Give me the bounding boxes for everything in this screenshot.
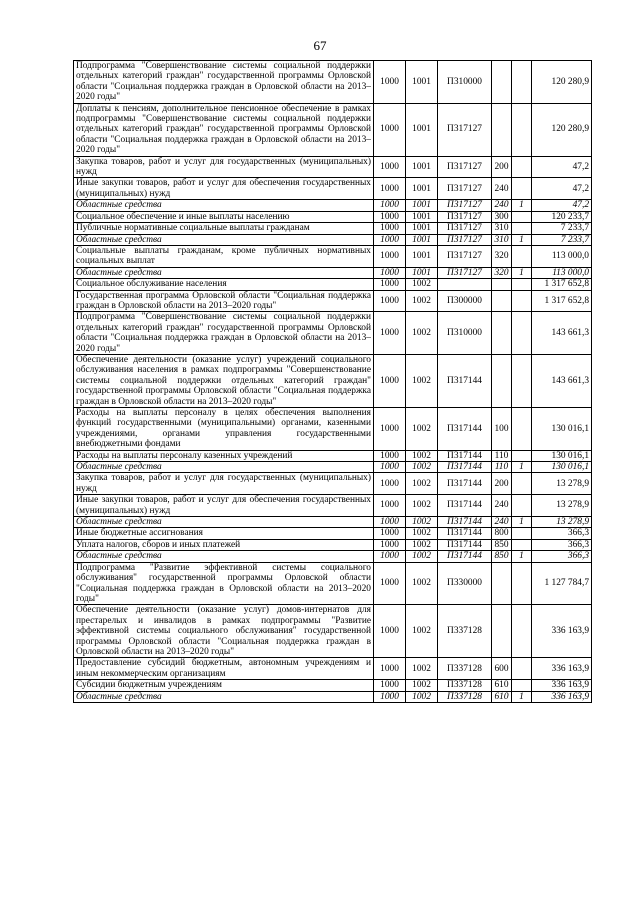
section-code: 1000: [374, 103, 406, 156]
row-description: Областные средства: [74, 691, 374, 702]
expense-type-code: [492, 312, 512, 355]
target-article-code: П330000: [438, 562, 492, 605]
subsection-code: 1002: [406, 539, 438, 550]
target-article-code: П337128: [438, 658, 492, 680]
row-description: Обеспечение деятельности (оказание услуг) учреждений социального обслуживания населения в рамках подпрограммы "Совершенствование системы социальной поддержки отдельных категорий граждан" государственной программы Орловской области "Социальная поддержка граждан в Орловской области на 2013–2020 годы": [74, 354, 374, 407]
section-code: 1000: [374, 267, 406, 278]
table-row: [74, 223, 592, 234]
amount-value: 143 661,3: [532, 312, 592, 355]
source-code: [512, 680, 532, 691]
source-code: 1: [512, 267, 532, 278]
amount-value: 120 280,9: [532, 61, 592, 104]
table-row: [74, 551, 592, 562]
target-article-code: П337128: [438, 680, 492, 691]
subsection-code: 1001: [406, 200, 438, 211]
source-code: [512, 539, 532, 550]
section-code: 1000: [374, 495, 406, 517]
table-row: [74, 178, 592, 200]
subsection-code: 1001: [406, 245, 438, 267]
subsection-code: 1002: [406, 450, 438, 461]
subsection-code: 1002: [406, 290, 438, 312]
amount-value: 13 278,9: [532, 517, 592, 528]
expense-type-code: 240: [492, 178, 512, 200]
amount-value: 336 163,9: [532, 691, 592, 702]
expense-type-code: 200: [492, 473, 512, 495]
section-code: 1000: [374, 691, 406, 702]
section-code: 1000: [374, 680, 406, 691]
table-row: [74, 473, 592, 495]
target-article-code: П317127: [438, 156, 492, 178]
table-row: [74, 605, 592, 658]
source-code: [512, 354, 532, 407]
table-row: [74, 408, 592, 451]
expense-type-code: 300: [492, 211, 512, 222]
expense-type-code: [492, 354, 512, 407]
subsection-code: 1002: [406, 517, 438, 528]
amount-value: 47,2: [532, 200, 592, 211]
expense-type-code: 850: [492, 539, 512, 550]
expense-type-code: 100: [492, 408, 512, 451]
section-code: 1000: [374, 551, 406, 562]
amount-value: 130 016,1: [532, 408, 592, 451]
target-article-code: П300000: [438, 290, 492, 312]
source-code: [512, 103, 532, 156]
expense-type-code: 320: [492, 267, 512, 278]
row-description: Областные средства: [74, 517, 374, 528]
expense-type-code: [492, 290, 512, 312]
expense-type-code: 850: [492, 551, 512, 562]
row-description: Подпрограмма "Совершенствование системы социальной поддержки отдельных категорий граждан" государственной программы Орловской области "Социальная поддержка граждан в Орловской области на 2013–2020 годы": [74, 312, 374, 355]
expense-type-code: [492, 562, 512, 605]
table-row: [74, 517, 592, 528]
section-code: 1000: [374, 473, 406, 495]
table-row: [74, 245, 592, 267]
source-code: 1: [512, 517, 532, 528]
source-code: [512, 605, 532, 658]
expense-type-code: [492, 61, 512, 104]
expense-type-code: 600: [492, 658, 512, 680]
target-article-code: П317144: [438, 473, 492, 495]
budget-table: [73, 60, 592, 703]
subsection-code: 1001: [406, 223, 438, 234]
target-article-code: П317144: [438, 539, 492, 550]
source-code: [512, 290, 532, 312]
row-description: Областные средства: [74, 200, 374, 211]
source-code: [512, 658, 532, 680]
amount-value: 1 317 652,8: [532, 279, 592, 290]
subsection-code: 1002: [406, 605, 438, 658]
table-row: [74, 267, 592, 278]
expense-type-code: 240: [492, 200, 512, 211]
amount-value: 336 163,9: [532, 605, 592, 658]
subsection-code: 1001: [406, 61, 438, 104]
section-code: 1000: [374, 462, 406, 473]
row-description: Обеспечение деятельности (оказание услуг) домов-интернатов для престарелых и инвалидов в рамках подпрограммы "Развитие эффективной системы социального обслуживания" государственной программы Орловской области "Социальная поддержка граждан в Орловской области на 2013–2020 годы": [74, 605, 374, 658]
subsection-code: 1002: [406, 562, 438, 605]
source-code: [512, 211, 532, 222]
subsection-code: 1001: [406, 103, 438, 156]
source-code: [512, 245, 532, 267]
target-article-code: П317127: [438, 245, 492, 267]
source-code: [512, 562, 532, 605]
amount-value: 366,3: [532, 551, 592, 562]
row-description: Расходы на выплаты персоналу в целях обеспечения выполнения функций государственными (муниципальными) органами, казенными учреждениями, органами управления государственными внебюджетными фондами: [74, 408, 374, 451]
expense-type-code: [492, 279, 512, 290]
expense-type-code: 200: [492, 156, 512, 178]
target-article-code: П317144: [438, 495, 492, 517]
target-article-code: П317144: [438, 551, 492, 562]
expense-type-code: 610: [492, 691, 512, 702]
row-description: Областные средства: [74, 234, 374, 245]
row-description: Областные средства: [74, 551, 374, 562]
subsection-code: 1002: [406, 462, 438, 473]
row-description: Государственная программа Орловской области "Социальная поддержка граждан в Орловской области на 2013–2020 годы": [74, 290, 374, 312]
target-article-code: П317144: [438, 528, 492, 539]
subsection-code: 1001: [406, 267, 438, 278]
source-code: 1: [512, 234, 532, 245]
amount-value: 120 280,9: [532, 103, 592, 156]
table-row: [74, 103, 592, 156]
row-description: Иные бюджетные ассигнования: [74, 528, 374, 539]
table-row: [74, 312, 592, 355]
section-code: 1000: [374, 223, 406, 234]
section-code: 1000: [374, 528, 406, 539]
section-code: 1000: [374, 200, 406, 211]
section-code: 1000: [374, 450, 406, 461]
row-description: Предоставление субсидий бюджетным, автономным учреждениям и иным некоммерческим организациям: [74, 658, 374, 680]
budget-table-body: [74, 61, 592, 703]
row-description: Субсидии бюджетным учреждениям: [74, 680, 374, 691]
amount-value: 336 163,9: [532, 680, 592, 691]
subsection-code: 1002: [406, 312, 438, 355]
section-code: 1000: [374, 354, 406, 407]
table-row: [74, 528, 592, 539]
section-code: 1000: [374, 178, 406, 200]
table-row: [74, 495, 592, 517]
page-number: 67: [313, 38, 327, 53]
table-row: [74, 290, 592, 312]
source-code: 1: [512, 462, 532, 473]
table-row: [74, 450, 592, 461]
amount-value: 366,3: [532, 528, 592, 539]
table-row: [74, 61, 592, 104]
section-code: 1000: [374, 312, 406, 355]
target-article-code: П310000: [438, 61, 492, 104]
table-row: [74, 562, 592, 605]
row-description: Закупка товаров, работ и услуг для государственных (муниципальных) нужд: [74, 473, 374, 495]
amount-value: 366,3: [532, 539, 592, 550]
table-row: [74, 200, 592, 211]
target-article-code: П317144: [438, 408, 492, 451]
subsection-code: 1002: [406, 408, 438, 451]
target-article-code: [438, 279, 492, 290]
subsection-code: 1002: [406, 528, 438, 539]
row-description: Социальное обеспечение и иные выплаты населению: [74, 211, 374, 222]
table-row: [74, 354, 592, 407]
target-article-code: П317127: [438, 223, 492, 234]
source-code: [512, 473, 532, 495]
section-code: 1000: [374, 605, 406, 658]
section-code: 1000: [374, 539, 406, 550]
target-article-code: П317127: [438, 267, 492, 278]
row-description: Уплата налогов, сборов и иных платежей: [74, 539, 374, 550]
source-code: 1: [512, 551, 532, 562]
table-row: [74, 279, 592, 290]
target-article-code: П317127: [438, 211, 492, 222]
expense-type-code: 610: [492, 680, 512, 691]
table-row: [74, 462, 592, 473]
row-description: Иные закупки товаров, работ и услуг для обеспечения государственных (муниципальных) нужд: [74, 178, 374, 200]
target-article-code: П317144: [438, 517, 492, 528]
amount-value: 13 278,9: [532, 495, 592, 517]
expense-type-code: 110: [492, 462, 512, 473]
source-code: [512, 156, 532, 178]
expense-type-code: 320: [492, 245, 512, 267]
subsection-code: 1002: [406, 658, 438, 680]
amount-value: 130 016,1: [532, 462, 592, 473]
expense-type-code: 310: [492, 223, 512, 234]
section-code: 1000: [374, 211, 406, 222]
section-code: 1000: [374, 408, 406, 451]
subsection-code: 1002: [406, 495, 438, 517]
subsection-code: 1001: [406, 156, 438, 178]
row-description: Закупка товаров, работ и услуг для государственных (муниципальных) нужд: [74, 156, 374, 178]
row-description: Доплаты к пенсиям, дополнительное пенсионное обеспечение в рамках подпрограммы "Совершенствование системы социальной поддержки отдельных категорий граждан" государственной программы Орловской области "Социальная поддержка граждан в Орловской области на 2013–2020 годы": [74, 103, 374, 156]
row-description: Расходы на выплаты персоналу казенных учреждений: [74, 450, 374, 461]
row-description: Областные средства: [74, 462, 374, 473]
target-article-code: П317144: [438, 354, 492, 407]
section-code: 1000: [374, 234, 406, 245]
subsection-code: 1002: [406, 680, 438, 691]
amount-value: 336 163,9: [532, 658, 592, 680]
expense-type-code: 800: [492, 528, 512, 539]
section-code: 1000: [374, 245, 406, 267]
amount-value: 1 127 784,7: [532, 562, 592, 605]
target-article-code: П317144: [438, 450, 492, 461]
source-code: [512, 279, 532, 290]
expense-type-code: 110: [492, 450, 512, 461]
target-article-code: П317127: [438, 234, 492, 245]
subsection-code: 1001: [406, 234, 438, 245]
amount-value: 1 317 652,8: [532, 290, 592, 312]
table-row: [74, 539, 592, 550]
section-code: 1000: [374, 279, 406, 290]
source-code: [512, 528, 532, 539]
table-row: [74, 680, 592, 691]
section-code: 1000: [374, 156, 406, 178]
subsection-code: 1002: [406, 279, 438, 290]
section-code: 1000: [374, 562, 406, 605]
table-row: [74, 234, 592, 245]
row-description: Публичные нормативные социальные выплаты гражданам: [74, 223, 374, 234]
source-code: [512, 312, 532, 355]
target-article-code: П317127: [438, 178, 492, 200]
amount-value: 130 016,1: [532, 450, 592, 461]
subsection-code: 1001: [406, 178, 438, 200]
amount-value: 47,2: [532, 156, 592, 178]
amount-value: 7 233,7: [532, 234, 592, 245]
source-code: 1: [512, 691, 532, 702]
row-description: Областные средства: [74, 267, 374, 278]
section-code: 1000: [374, 517, 406, 528]
target-article-code: П317127: [438, 103, 492, 156]
amount-value: 7 233,7: [532, 223, 592, 234]
target-article-code: П317127: [438, 200, 492, 211]
target-article-code: П337128: [438, 605, 492, 658]
table-row: [74, 691, 592, 702]
source-code: [512, 223, 532, 234]
amount-value: 113 000,0: [532, 267, 592, 278]
amount-value: 120 233,7: [532, 211, 592, 222]
source-code: [512, 178, 532, 200]
source-code: [512, 450, 532, 461]
table-row: [74, 156, 592, 178]
section-code: 1000: [374, 290, 406, 312]
subsection-code: 1002: [406, 551, 438, 562]
subsection-code: 1002: [406, 691, 438, 702]
row-description: Социальное обслуживание населения: [74, 279, 374, 290]
section-code: 1000: [374, 658, 406, 680]
table-row: [74, 658, 592, 680]
expense-type-code: 240: [492, 517, 512, 528]
row-description: Подпрограмма "Совершенствование системы социальной поддержки отдельных категорий граждан" государственной программы Орловской области "Социальная поддержка граждан в Орловской области на 2013–2020 годы": [74, 61, 374, 104]
subsection-code: 1002: [406, 473, 438, 495]
source-code: [512, 495, 532, 517]
target-article-code: П337128: [438, 691, 492, 702]
source-code: 1: [512, 200, 532, 211]
amount-value: 13 278,9: [532, 473, 592, 495]
expense-type-code: [492, 103, 512, 156]
target-article-code: П310000: [438, 312, 492, 355]
amount-value: 113 000,0: [532, 245, 592, 267]
expense-type-code: [492, 605, 512, 658]
target-article-code: П317144: [438, 462, 492, 473]
amount-value: 143 661,3: [532, 354, 592, 407]
source-code: [512, 61, 532, 104]
row-description: Иные закупки товаров, работ и услуг для обеспечения государственных (муниципальных) нужд: [74, 495, 374, 517]
amount-value: 47,2: [532, 178, 592, 200]
expense-type-code: 310: [492, 234, 512, 245]
row-description: Подпрограмма "Развитие эффективной системы социального обслуживания" государственной программы Орловской области "Социальная поддержка граждан в Орловской области на 2013–2020 годы": [74, 562, 374, 605]
section-code: 1000: [374, 61, 406, 104]
subsection-code: 1002: [406, 354, 438, 407]
table-row: [74, 211, 592, 222]
source-code: [512, 408, 532, 451]
row-description: Социальные выплаты гражданам, кроме публичных нормативных социальных выплат: [74, 245, 374, 267]
expense-type-code: 240: [492, 495, 512, 517]
subsection-code: 1001: [406, 211, 438, 222]
